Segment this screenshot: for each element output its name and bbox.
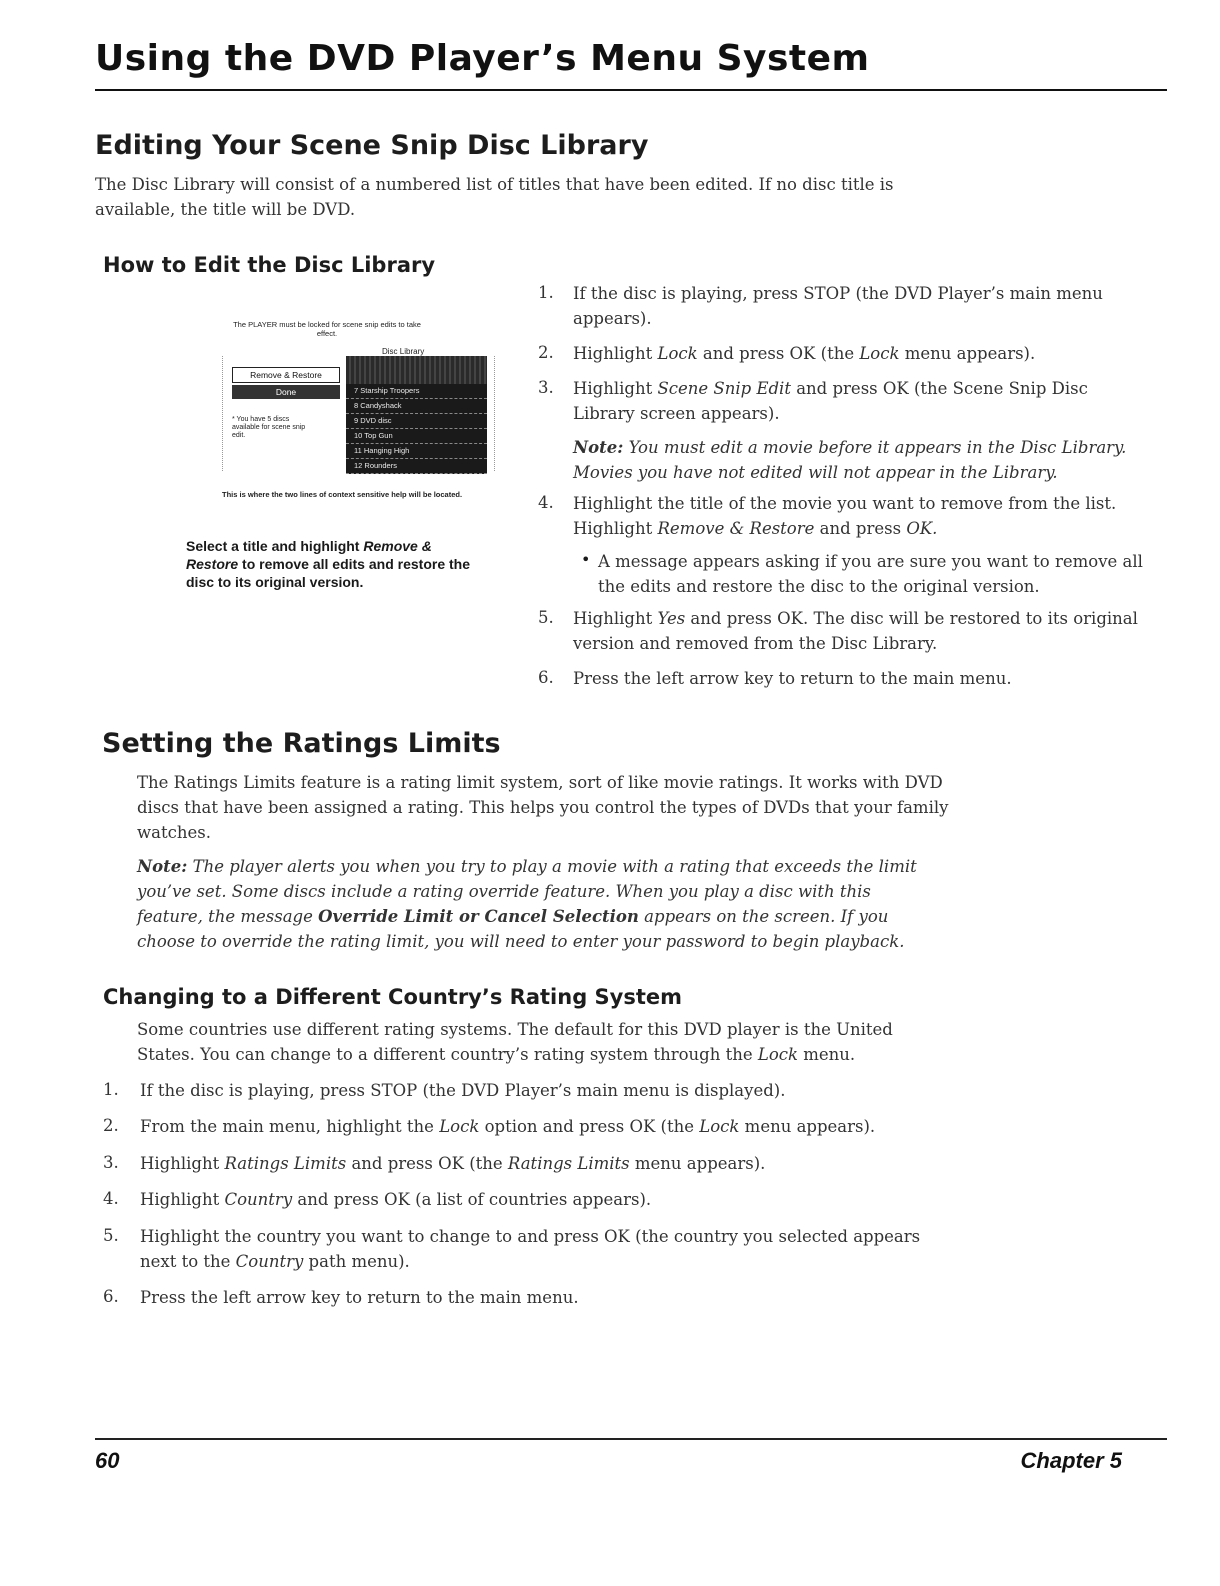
step-text-part: and press OK (a list of countries appears).	[292, 1190, 652, 1209]
disc-library-list-item[interactable]: 8 Candyshack	[346, 399, 487, 414]
section-intro-ratings: The Ratings Limits feature is a rating limit system, sort of like movie ratings. It works with DVD discs that have been assigned a rating. This helps you control the types of DVDs that your family watches.	[137, 773, 949, 842]
step-text	[573, 376, 1153, 426]
step-text-part: Highlight	[573, 344, 658, 363]
step-emphasis: Country	[235, 1252, 304, 1271]
disc-library-list	[346, 356, 487, 474]
step-number: 6.	[103, 1287, 119, 1306]
disc-library-screen-figure	[222, 318, 497, 499]
note-label: Note:	[573, 438, 624, 457]
note-text: appears on the screen. If you choose to override the rating limit, you will need to enter your password to begin playback.	[137, 907, 905, 951]
step-text	[573, 606, 1158, 656]
step-emphasis: Scene Snip Edit	[657, 379, 791, 398]
step-emphasis: Lock	[439, 1117, 480, 1136]
disc-library-list-item[interactable]: 10 Top Gun	[346, 429, 487, 444]
step-text-part: menu appears).	[629, 1154, 766, 1173]
step-number: 1.	[103, 1080, 119, 1099]
step-text-part: Highlight the country you want to change to and press OK (the country you selected appears next to the	[140, 1227, 921, 1271]
done-button[interactable]: Done	[232, 385, 340, 399]
step-emphasis: Ratings Limits	[224, 1154, 347, 1173]
country-intro	[137, 1017, 927, 1067]
step-text-part: and press OK. The disc will be restored to its original version and removed from the Disc Library.	[573, 609, 1138, 653]
section-heading-ratings: Setting the Ratings Limits	[102, 728, 501, 759]
step-text: If the disc is playing, press STOP (the DVD Player’s main menu appears).	[573, 284, 1103, 328]
intro-emphasis: Lock	[757, 1045, 798, 1064]
figure-left-border	[222, 356, 224, 471]
step-number: 1.	[538, 283, 554, 302]
step-text-part: From the main menu, highlight the	[140, 1117, 440, 1136]
step-text	[140, 1114, 940, 1139]
step-number: 4.	[538, 493, 554, 512]
figure-top-note: The PLAYER must be locked for scene snip edits to take effect.	[233, 320, 421, 338]
list-header-band	[346, 356, 487, 384]
subheading-country-rating: Changing to a Different Country’s Rating System	[103, 985, 683, 1009]
note-label: Note:	[137, 857, 188, 876]
step-text	[140, 1224, 950, 1274]
figure-caption	[186, 537, 486, 591]
step-text-part: and press	[814, 519, 907, 538]
step-text	[140, 1151, 940, 1176]
bullet-icon: •	[581, 550, 591, 569]
section-heading-scene-snip: Editing Your Scene Snip Disc Library	[95, 130, 649, 161]
step-text	[573, 341, 1133, 366]
step-text-part: Highlight	[573, 379, 658, 398]
step-emphasis: Lock	[699, 1117, 740, 1136]
step-number: 3.	[103, 1153, 119, 1172]
note-text: The player alerts you when you try to play a movie with a rating that exceeds the limit you’ve set. Some discs include a rating override feature. When you play a disc with this feature, the message	[137, 857, 917, 926]
step-number: 4.	[103, 1189, 119, 1208]
disc-library-list-item[interactable]: 12 Rounders	[346, 459, 487, 474]
caption-emphasis: Remove & Restore	[186, 538, 432, 572]
subheading-edit-disc-library: How to Edit the Disc Library	[103, 253, 436, 277]
bullet-text: A message appears asking if you are sure you want to remove all the edits and restore the disc to the original version.	[598, 552, 1143, 596]
note-bold: Override Limit or Cancel Selection	[318, 907, 639, 926]
caption-text-end: to remove all edits and restore the disc to its original version.	[186, 556, 470, 590]
chapter-label: Chapter 5	[1020, 1448, 1122, 1473]
step-number: 5.	[103, 1226, 119, 1245]
remove-restore-button[interactable]: Remove & Restore	[232, 367, 340, 383]
step-text-part: and press OK (the Scene Snip Disc Library screen appears).	[573, 379, 1088, 423]
step-number: 2.	[538, 343, 554, 362]
figure-panel-title: Disc Library	[382, 347, 425, 356]
step-text-part: and press OK (the	[346, 1154, 508, 1173]
disc-library-list-item[interactable]: 9 DVD disc	[346, 414, 487, 429]
note-disc-library	[573, 435, 1148, 485]
step-text-part: Highlight	[573, 519, 658, 538]
note-text: You must edit a movie before it appears in the Disc Library. Movies you have not edited will not appear in the Library.	[573, 438, 1127, 482]
step-text	[573, 491, 1153, 541]
step-text: If the disc is playing, press STOP (the DVD Player’s main menu is displayed).	[140, 1081, 786, 1100]
figure-help-note: This is where the two lines of context sensitive help will be located.	[222, 490, 463, 499]
step-number: 2.	[103, 1116, 119, 1135]
title-rule	[95, 89, 1167, 91]
step-text: Press the left arrow key to return to the main menu.	[140, 1288, 579, 1307]
section-intro-scene-snip: The Disc Library will consist of a numbered list of titles that have been edited. If no disc title is available, the title will be DVD.	[95, 175, 894, 219]
figure-side-note: * You have 5 discs available for scene snip edit.	[232, 416, 306, 439]
step-emphasis: Lock	[657, 344, 698, 363]
step-text-part: Highlight	[573, 609, 658, 628]
caption-text: Select a title and highlight	[186, 538, 364, 554]
footer-rule	[95, 1438, 1167, 1440]
step-emphasis: Yes	[657, 609, 686, 628]
step-text-part: Highlight the title of the movie you want to remove from the list.	[573, 494, 1117, 513]
step-text-part: path menu).	[303, 1252, 410, 1271]
step-emphasis: Remove & Restore	[657, 519, 815, 538]
step-emphasis: OK.	[906, 519, 938, 538]
step-number: 3.	[538, 378, 554, 397]
step-emphasis: Country	[224, 1190, 293, 1209]
step-text-part: menu appears).	[899, 344, 1036, 363]
note-ratings	[137, 854, 937, 954]
disc-library-list-item[interactable]: 11 Hanging High	[346, 444, 487, 459]
step-text-part: option and press OK (the	[479, 1117, 700, 1136]
step-emphasis: Ratings Limits	[507, 1154, 630, 1173]
step-text-part: Highlight	[140, 1154, 225, 1173]
disc-library-list-item[interactable]: 7 Starship Troopers	[346, 384, 487, 399]
step-number: 6.	[538, 668, 554, 687]
step-text-part: Highlight	[140, 1190, 225, 1209]
intro-text: menu.	[798, 1045, 856, 1064]
page-title: Using the DVD Player’s Menu System	[95, 38, 870, 79]
step-text-part: and press OK (the	[697, 344, 860, 363]
step-number: 5.	[538, 608, 554, 627]
step-emphasis: Lock	[859, 344, 900, 363]
figure-right-border	[494, 356, 496, 471]
page-number: 60	[95, 1448, 120, 1473]
step-text: Press the left arrow key to return to the main menu.	[573, 669, 1012, 688]
step-text	[140, 1187, 940, 1212]
step-text-part: menu appears).	[739, 1117, 876, 1136]
intro-text: Some countries use different rating systems. The default for this DVD player is the United States. You can change to a different country’s rating system through the	[137, 1020, 893, 1064]
